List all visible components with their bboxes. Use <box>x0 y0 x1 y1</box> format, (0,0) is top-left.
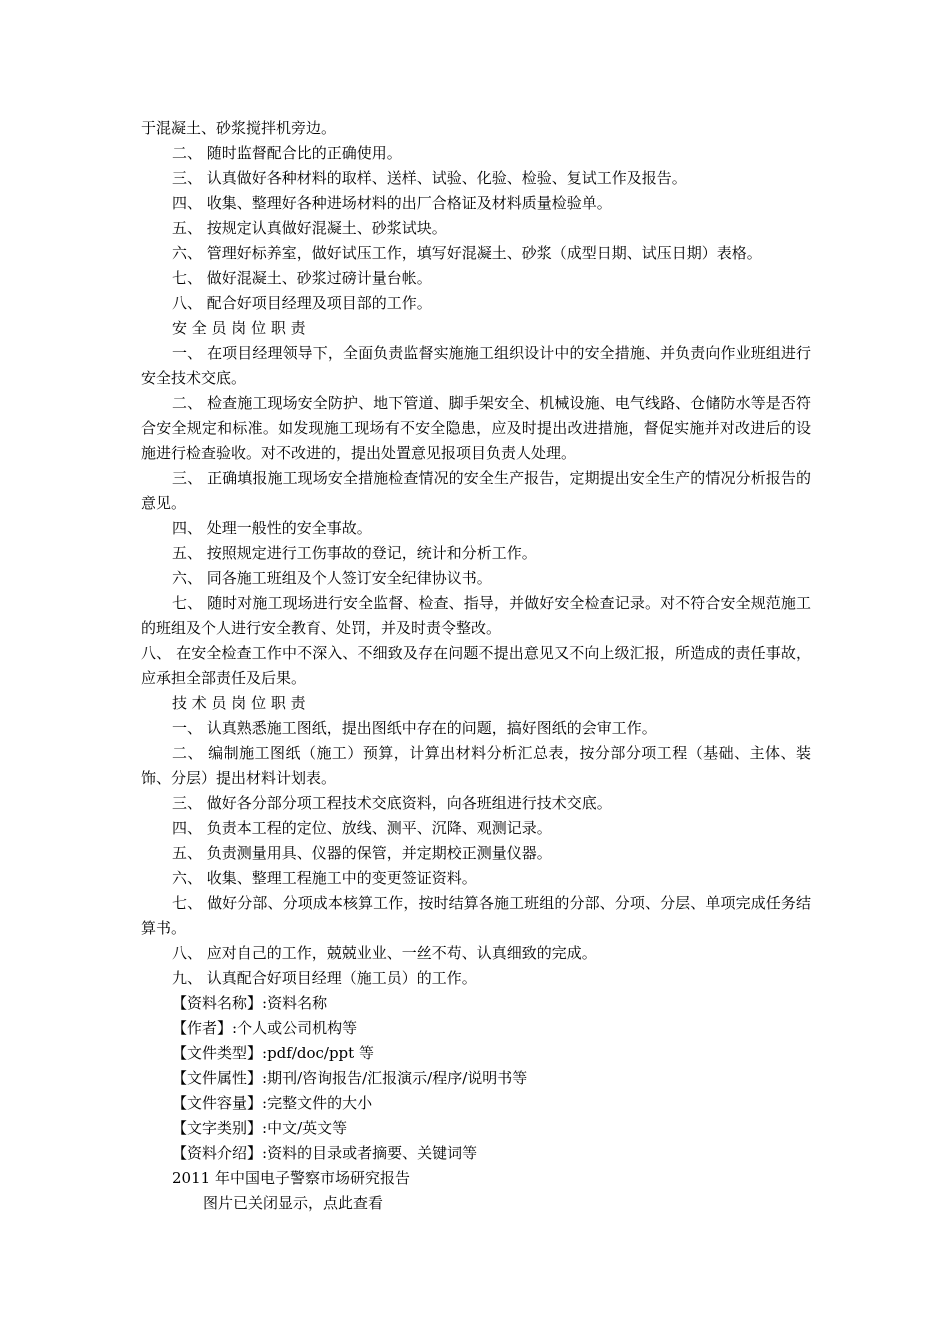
section-heading: 技 术 员 岗 位 职 责 <box>172 694 306 712</box>
paragraph: 四、 处理一般性的安全事故。 <box>172 519 372 537</box>
paragraph: 六、 同各施工班组及个人签订安全纪律协议书。 <box>172 569 492 587</box>
document-body <box>141 116 811 1216</box>
metadata-field <box>141 1091 811 1116</box>
field-value: 中文/英文等 <box>267 1119 348 1137</box>
paragraph: 三、 认真做好各种材料的取样、送样、试验、化验、检验、复试工作及报告。 <box>172 169 687 187</box>
paragraph: 八、 配合好项目经理及项目部的工作。 <box>172 294 432 312</box>
field-value: 完整文件的大小 <box>267 1094 373 1112</box>
section-heading: 安 全 员 岗 位 职 责 <box>172 319 306 337</box>
paragraph: 二、 编制施工图纸（施工）预算，计算出材料分析汇总表，按分部分项工程（基础、主体、装饰、分层）提出材料计划表。 <box>141 744 811 787</box>
paragraph: 八、 应对自己的工作，兢兢业业、一丝不苟、认真细致的完成。 <box>172 944 597 962</box>
field-label: 【作者】: <box>172 1019 238 1037</box>
field-label: 【文件类型】: <box>172 1044 268 1062</box>
paragraph: 七、 随时对施工现场进行安全监督、检查、指导，并做好安全检查记录。对不符合安全规范施工的班组及个人进行安全教育、处罚，并及时责令整改。 <box>141 594 811 637</box>
metadata-field <box>141 1016 811 1041</box>
paragraph: 七、 做好混凝土、砂浆过磅计量台帐。 <box>172 269 432 287</box>
paragraph: 于混凝土、砂浆搅拌机旁边。 <box>141 119 337 137</box>
field-label: 【资料名称】: <box>172 994 268 1012</box>
metadata-field <box>141 1141 811 1166</box>
field-value: 资料名称 <box>267 994 328 1012</box>
paragraph: 五、 按照规定进行工伤事故的登记，统计和分析工作。 <box>172 544 537 562</box>
paragraph: 三、 做好各分部分项工程技术交底资料，向各班组进行技术交底。 <box>172 794 612 812</box>
paragraph: 三、 正确填报施工现场安全措施检查情况的安全生产报告，定期提出安全生产的情况分析报告的意见。 <box>141 469 811 512</box>
metadata-field <box>141 1066 811 1091</box>
field-value: pdf/doc/ppt 等 <box>267 1044 374 1062</box>
paragraph: 七、 做好分部、分项成本核算工作，按时结算各施工班组的分部、分项、分层、单项完成任务结算书。 <box>141 894 811 937</box>
field-value: 资料的目录或者摘要、关键词等 <box>267 1144 478 1162</box>
paragraph: 五、 按规定认真做好混凝土、砂浆试块。 <box>172 219 447 237</box>
paragraph: 九、 认真配合好项目经理（施工员）的工作。 <box>172 969 477 987</box>
paragraph: 五、 负责测量用具、仪器的保管，并定期校正测量仪器。 <box>172 844 552 862</box>
report-title: 2011 年中国电子警察市场研究报告 <box>172 1169 410 1187</box>
paragraph: 二、 检查施工现场安全防护、地下管道、脚手架安全、机械设施、电气线路、仓储防水等是否符合安全规定和标准。如发现施工现场有不安全隐患，应及时提出改进措施，督促实施并对改进后的设施进行检查验收。对不改进的，提出处置意见报项目负责人处理。 <box>141 394 811 462</box>
metadata-fields <box>141 991 811 1166</box>
metadata-field <box>141 1041 811 1066</box>
field-value: 个人或公司机构等 <box>237 1019 358 1037</box>
field-value: 期刊/咨询报告/汇报演示/程序/说明书等 <box>267 1069 528 1087</box>
metadata-field <box>141 1116 811 1141</box>
paragraph: 六、 管理好标养室，做好试压工作，填写好混凝土、砂浆（成型日期、试压日期）表格。 <box>172 244 762 262</box>
field-label: 【资料介绍】: <box>172 1144 268 1162</box>
paragraph: 四、 收集、整理好各种进场材料的出厂合格证及材料质量检验单。 <box>172 194 612 212</box>
paragraph: 一、 在项目经理领导下，全面负责监督实施施工组织设计中的安全措施、并负责向作业班组进行安全技术交底。 <box>141 344 811 387</box>
field-label: 【文字类别】: <box>172 1119 268 1137</box>
paragraph: 八、 在安全检查工作中不深入、不细致及存在问题不提出意见又不向上级汇报，所造成的责任事故，应承担全部责任及后果。 <box>141 644 811 687</box>
metadata-field <box>141 991 811 1016</box>
paragraph: 一、 认真熟悉施工图纸，提出图纸中存在的问题，搞好图纸的会审工作。 <box>172 719 657 737</box>
paragraph: 四、 负责本工程的定位、放线、测平、沉降、观测记录。 <box>172 819 552 837</box>
field-label: 【文件属性】: <box>172 1069 268 1087</box>
image-notice-link[interactable]: 图片已关闭显示，点此查看 <box>203 1194 384 1212</box>
paragraph: 六、 收集、整理工程施工中的变更签证资料。 <box>172 869 477 887</box>
field-label: 【文件容量】: <box>172 1094 268 1112</box>
paragraph: 二、 随时监督配合比的正确使用。 <box>172 144 402 162</box>
duty-paragraphs <box>141 116 811 991</box>
